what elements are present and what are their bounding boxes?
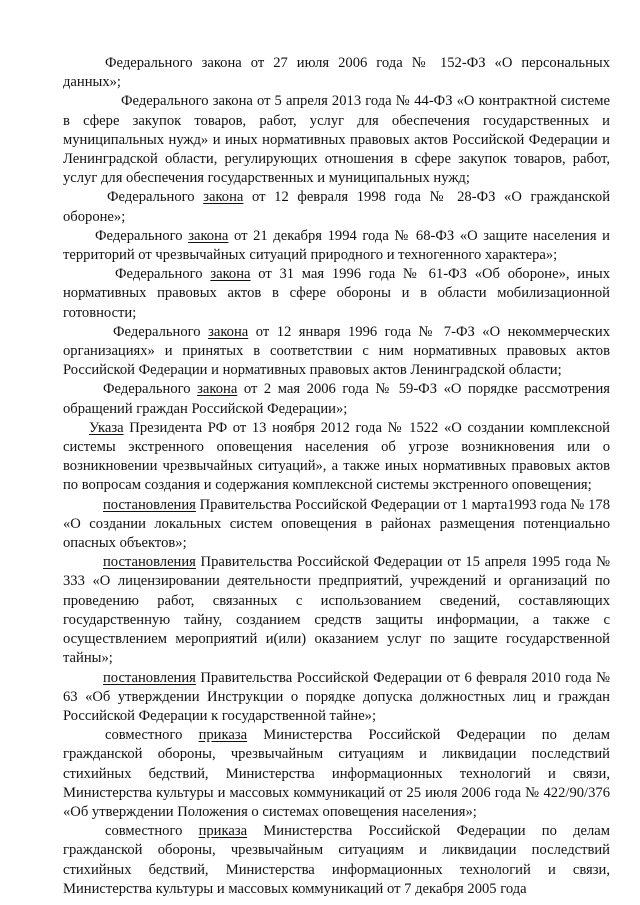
document-body xyxy=(63,54,610,899)
paragraph-text: от 12 февраля 1998 года № 28-ФЗ «О гражданской обороне»; xyxy=(63,189,611,225)
document-reference-link[interactable]: закона xyxy=(208,323,249,340)
paragraph-lead-text: Федерального xyxy=(103,381,198,398)
legal-reference-paragraph xyxy=(63,380,610,418)
document-reference-link[interactable]: закона xyxy=(203,189,244,206)
paragraph-lead-text: Федерального xyxy=(95,227,189,244)
paragraph-text: Федерального закона от 5 апреля 2013 года № 44-ФЗ «О контрактной системе в сфере закупок товаров, работ, услуг для обеспечения государственных и муниципальных нужд» и иных нормативных правовых актов Российской Федерации и Ленинградской области, регулирующих отношения в сфере закупок товаров, работ, услуг для обеспечения государственных и муниципальных нужд; xyxy=(63,93,610,187)
legal-reference-paragraph xyxy=(63,669,610,727)
legal-reference-paragraph xyxy=(63,54,610,92)
paragraph-lead-text: Федерального xyxy=(115,266,211,283)
document-reference-link[interactable]: постановления xyxy=(103,554,196,571)
document-reference-link[interactable]: закона xyxy=(210,266,251,283)
document-reference-link[interactable]: Указа xyxy=(89,419,124,436)
paragraph-lead-text: совместного xyxy=(105,823,199,840)
paragraph-text: от 12 января 1996 года № 7-ФЗ «О некоммерческих организациях» и принятых в соответствии с ним нормативных правовых актов Российской Федерации и нормативных правовых актов Ленинградской области; xyxy=(63,323,611,379)
legal-reference-paragraph xyxy=(63,419,610,496)
document-reference-link[interactable]: закона xyxy=(197,381,238,398)
paragraph-text: Правительства Российской Федерации от 1 марта1993 года № 178 «О создании локальных систем оповещения в районах размещения потенциально опасных объектов»; xyxy=(63,496,610,552)
legal-reference-paragraph xyxy=(63,265,610,323)
paragraph-text: Министерства Российской Федерации по делам гражданской обороны, чрезвычайным ситуациям и ликвидации последствий стихийных бедствий, Министерства информационных технологий и связи, Министерства культуры и массовых коммуникаций от 7 декабря 2005 года xyxy=(63,823,610,897)
legal-reference-paragraph xyxy=(63,553,610,668)
paragraph-text: Правительства Российской Федерации от 15 апреля 1995 года № 333 «О лицензировании деятельности предприятий, учреждений и организаций по проведению работ, связанных с использованием сведений, составляющих государственную тайну, созданием средств защиты информации, а также с осуществлением мероприятий и(или) оказанием услуг по защите государственной тайны»; xyxy=(63,554,610,667)
paragraph-text: Правительства Российской Федерации от 6 февраля 2010 года № 63 «Об утверждении Инструкции о порядке допуска должностных лиц и граждан Российской Федерации к государственной тайне»; xyxy=(63,669,610,724)
document-reference-link[interactable]: постановления xyxy=(103,496,196,513)
paragraph-text: Федерального закона от 27 июля 2006 года № 152-ФЗ «О персональных данных»; xyxy=(63,55,610,91)
document-reference-link[interactable]: постановления xyxy=(103,669,196,686)
document-reference-link[interactable]: приказа xyxy=(198,727,248,744)
paragraph-text: от 21 декабря 1994 года № 68-ФЗ «О защите населения и территорий от чрезвычайных ситуаций природного и техногенного характера»; xyxy=(63,227,610,264)
document-reference-link[interactable]: приказа xyxy=(198,823,248,840)
paragraph-text: от 31 мая 1996 года № 61-ФЗ «Об обороне», иных нормативных правовых актов в сфере обороны и в области мобилизационной готовности; xyxy=(63,266,610,321)
paragraph-text: Министерства Российской Федерации по делам гражданской обороны, чрезвычайным ситуациям и ликвидации последствий стихийных бедствий, Министерства информационных технологий и связи, Министерства культуры и массовых коммуникаций от 25 июля 2006 года № 422/90/376 «Об утверждении Положения о системах оповещения населения»; xyxy=(63,727,610,820)
paragraph-lead-text: совместного xyxy=(105,727,199,744)
legal-reference-paragraph xyxy=(63,323,610,381)
paragraph-text: Президента РФ от 13 ноября 2012 года № 1522 «О создании комплексной системы экстренного оповещения населения об угрозе возникновения или о возникновении чрезвычайных ситуаций», а также иных нормативных правовых актов по вопросам создания и содержания комплексной системы экстренного оповещения; xyxy=(63,419,610,494)
paragraph-text: от 2 мая 2006 года № 59-ФЗ «О порядке рассмотрения обращений граждан Российской Федерации»; xyxy=(63,381,610,417)
legal-reference-paragraph xyxy=(63,726,610,822)
legal-reference-paragraph xyxy=(63,188,610,226)
legal-reference-paragraph xyxy=(63,92,610,188)
paragraph-lead-text: Федерального xyxy=(107,189,204,206)
legal-reference-paragraph xyxy=(63,822,610,899)
legal-reference-paragraph xyxy=(63,227,610,265)
document-reference-link[interactable]: закона xyxy=(188,227,229,244)
paragraph-lead-text: Федерального xyxy=(113,323,209,340)
legal-reference-paragraph xyxy=(63,496,610,554)
